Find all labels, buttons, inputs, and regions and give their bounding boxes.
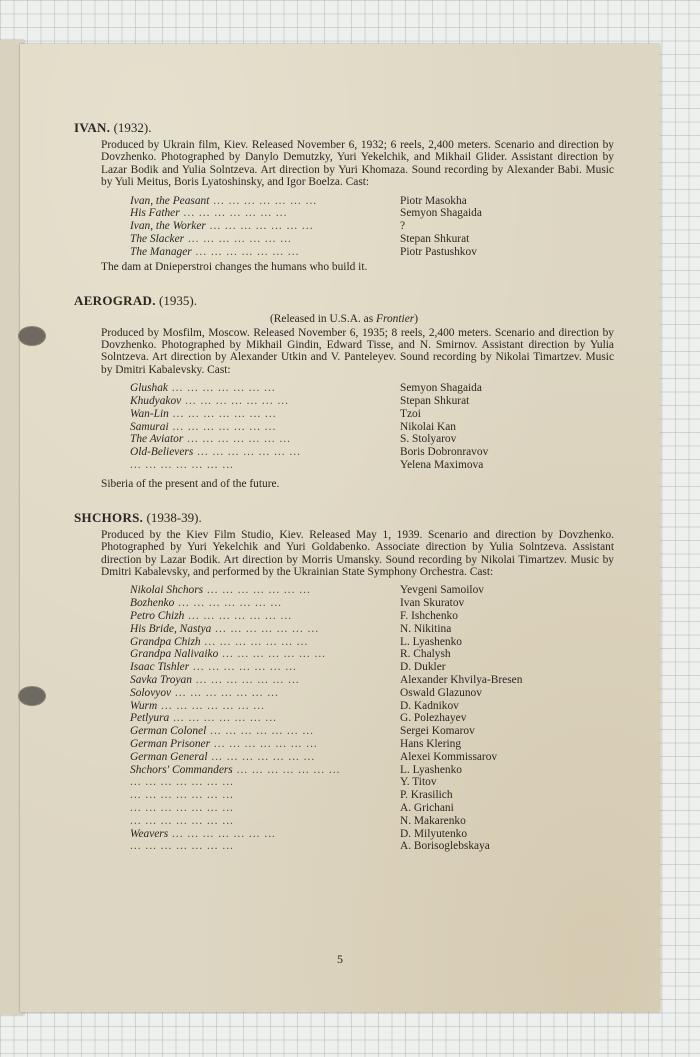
cast-row xyxy=(130,802,614,815)
punch-hole xyxy=(18,326,46,346)
cast-role: Isaac Tishler ... ... ... ... ... ... ... xyxy=(130,661,297,674)
dot-leader: ... ... ... ... ... ... ... xyxy=(209,194,318,207)
cast-role: Grandpa Chizh ... ... ... ... ... ... ... xyxy=(130,635,309,648)
cast-actor: A. Grichani xyxy=(400,801,454,814)
dot-leader: ... ... ... ... ... ... ... xyxy=(206,725,314,738)
dot-leader: ... ... ... ... ... ... ... xyxy=(232,763,341,776)
cast-role: Glushak ... ... ... ... ... ... ... xyxy=(130,382,276,395)
dot-leader: ... ... ... ... ... ... ... xyxy=(218,648,327,661)
cast-actor: L. Lyashenko xyxy=(400,635,463,648)
page-number: 5 xyxy=(337,952,343,966)
cast-row xyxy=(130,828,614,841)
cast-actor: Oswald Glazunov xyxy=(400,686,482,699)
dot-leader: ... ... ... ... ... ... ... xyxy=(207,750,316,763)
cast-row xyxy=(130,382,614,395)
cast-actor: F. Ishchenko xyxy=(400,610,458,623)
cast-actor: R. Chalysh xyxy=(400,648,451,661)
cast-row xyxy=(130,446,614,459)
cast-row xyxy=(130,840,614,853)
cast-row xyxy=(130,459,614,472)
dot-leader: ... ... ... ... ... ... ... xyxy=(205,220,314,233)
cast-actor: Semyon Shagaida xyxy=(400,382,482,395)
film-title-line xyxy=(74,510,614,526)
cast-actor: Stepan Shkurat xyxy=(400,233,470,246)
dot-leader: ... ... ... ... ... ... ... xyxy=(181,395,289,408)
punch-hole xyxy=(18,686,46,706)
film-title: AEROGRAD. xyxy=(74,292,156,308)
cast-list xyxy=(130,584,614,853)
cast-role: Shchors' Commanders ... ... ... ... ... ... ... xyxy=(130,763,341,776)
release-title: Frontier xyxy=(376,312,415,325)
dot-leader: ... ... ... ... ... ... ... xyxy=(168,827,276,840)
cast-row xyxy=(130,421,614,434)
cast-role: The Slacker ... ... ... ... ... ... ... xyxy=(130,233,292,246)
cast-actor: Piotr Masokha xyxy=(400,194,467,207)
cast-role: Samurai ... ... ... ... ... ... ... xyxy=(130,420,277,433)
cast-role: His Father ... ... ... ... ... ... ... xyxy=(130,207,288,220)
cast-row xyxy=(130,233,614,246)
dot-leader: ... ... ... ... ... ... ... xyxy=(200,635,309,648)
cast-actor: D. Dukler xyxy=(400,661,446,674)
cast-row xyxy=(130,789,614,802)
dot-leader: ... ... ... ... ... ... ... xyxy=(130,776,234,789)
dot-leader: ... ... ... ... ... ... ... xyxy=(203,584,311,597)
cast-role: Old-Believers ... ... ... ... ... ... ... xyxy=(130,446,301,459)
cast-actor: S. Stolyarov xyxy=(400,433,457,446)
cast-role: German General ... ... ... ... ... ... ... xyxy=(130,750,316,763)
cast-role: Savka Troyan ... ... ... ... ... ... ... xyxy=(130,674,300,687)
cast-actor: ? xyxy=(400,220,406,233)
cast-actor: Hans Klering xyxy=(400,738,462,750)
dot-leader: ... ... ... ... ... ... ... xyxy=(130,814,234,827)
cast-role: Petlyura ... ... ... ... ... ... ... xyxy=(130,712,277,725)
us-release-note xyxy=(74,313,614,325)
cast-row xyxy=(130,220,614,233)
cast-actor: Y. Titov xyxy=(400,776,437,789)
release-suffix: ) xyxy=(414,312,418,325)
film-year: (1932). xyxy=(113,120,152,135)
cast-row xyxy=(130,687,614,700)
dot-leader: ... ... ... ... ... ... ... xyxy=(168,420,277,433)
film-year: (1935). xyxy=(159,292,197,308)
dot-leader: ... ... ... ... ... ... ... xyxy=(179,207,288,220)
cast-role: Solovyov ... ... ... ... ... ... ... xyxy=(130,686,279,699)
cast-actor: Tzoi xyxy=(400,407,421,420)
cast-row xyxy=(130,408,614,421)
dot-leader: ... ... ... ... ... ... ... xyxy=(130,459,234,472)
cast-row xyxy=(130,395,614,408)
cast-role: Khudyakov ... ... ... ... ... ... ... xyxy=(130,395,289,408)
film-entry-ivan xyxy=(74,120,614,273)
cast-role xyxy=(130,459,400,472)
cast-row xyxy=(130,195,614,208)
cast-role: Weavers ... ... ... ... ... ... ... xyxy=(130,827,276,840)
cast-actor: Sergei Komarov xyxy=(400,725,475,738)
cast-actor: Semyon Shagaida xyxy=(400,207,482,220)
cast-row xyxy=(130,623,614,636)
cast-row xyxy=(130,246,614,259)
film-description: Siberia of the present and of the future. xyxy=(101,477,280,490)
cast-role: Ivan, the Worker ... ... ... ... ... ... ... xyxy=(130,220,314,233)
cast-row xyxy=(130,751,614,764)
film-year: (1938-39). xyxy=(146,509,202,525)
cast-actor: Boris Dobronravov xyxy=(400,446,489,459)
dot-leader: ... ... ... ... ... ... ... xyxy=(168,407,277,420)
dot-leader: ... ... ... ... ... ... ... xyxy=(130,789,234,802)
cast-list xyxy=(130,382,614,472)
dot-leader: ... ... ... ... ... ... ... xyxy=(210,738,318,750)
cast-actor: Alexander Khvilya-Bresen xyxy=(400,674,523,687)
film-credits: Produced by Mosfilm, Moscow. Released November 6, 1935; 8 reels, 2,400 meters. Scenario and direction by Dovzhenko. Photographed by Mikhail Gindin, Edward Tisse, and N. Smirnov. Assistant direction by Yulia Solntzeva. Art direction by Alexander Utkin and V. Panteleyev. Sound recording by Nikolai Timartzev. Music by Dmitri Kabalevsky. Cast: xyxy=(101,326,614,376)
cast-role: Grandpa Nalivaiko ... ... ... ... ... ... ... xyxy=(130,648,327,661)
dot-leader: ... ... ... ... ... ... ... xyxy=(167,382,276,395)
cast-row xyxy=(130,764,614,777)
release-prefix: (Released in U.S.A. as xyxy=(270,312,376,325)
cast-actor: Yevgeni Samoilov xyxy=(400,584,484,597)
cast-actor: N. Makarenko xyxy=(400,814,466,827)
dot-leader: ... ... ... ... ... ... ... xyxy=(191,674,300,687)
cast-actor: D. Kadnikov xyxy=(400,699,459,712)
cast-actor: Yelena Maximova xyxy=(400,459,484,472)
cast-role: Ivan, the Peasant ... ... ... ... ... ... ... xyxy=(130,194,318,207)
cast-actor: N. Nikitina xyxy=(400,622,452,635)
cast-actor: G. Polezhayev xyxy=(400,712,467,725)
film-title-line xyxy=(74,293,614,309)
cast-role: His Bride, Nastya ... ... ... ... ... ... ... xyxy=(130,622,320,635)
cast-row xyxy=(130,738,614,751)
cast-role xyxy=(130,802,400,815)
cast-row xyxy=(130,674,614,687)
cast-row xyxy=(130,636,614,649)
film-credits: Produced by Ukrain film, Kiev. Released November 6, 1932; 6 reels, 2,400 meters. Scenario and direction by Dovzhenko. Photographed by Danylo Demutzky, Yuri Yekelchik, and Mikhail Glider. Assistant direction by Lazar Bodik and Yulia Solntzeva. Art direction by Yuri Khomaza. Sound recording by Alexander Babi. Music by Yuli Meitus, Boris Lyatoshinsky, and Igor Boelza. Cast: xyxy=(101,139,614,189)
cast-row xyxy=(130,700,614,713)
cast-role xyxy=(130,840,400,853)
cast-role xyxy=(130,776,400,789)
cast-role xyxy=(130,815,400,828)
cast-list xyxy=(130,195,614,259)
cast-row xyxy=(130,725,614,738)
cast-row xyxy=(130,597,614,610)
dot-leader: ... ... ... ... ... ... ... xyxy=(130,840,234,853)
cast-actor: A. Borisoglebskaya xyxy=(400,840,490,853)
cast-role: Petro Chizh ... ... ... ... ... ... ... xyxy=(130,610,293,623)
cast-role: German Colonel ... ... ... ... ... ... ... xyxy=(130,725,314,738)
dot-leader: ... ... ... ... ... ... ... xyxy=(171,686,279,699)
cast-role xyxy=(130,789,400,802)
film-credits: Produced by the Kiev Film Studio, Kiev. Released May 1, 1939. Scenario and direction by Dovzhenko. Photographed by Yuri Yekelchik and Yuri Goldabenko. Associate direction by Yulia Solntzeva. Assistant direction by Lazar Bodik. Art direction by Morris Umansky. Sound recording by Nikolai Timartzev. Music by Dmitri Kabalevsky, and performed by the Ukrainian State Symphony Orchestra. Cast: xyxy=(101,528,614,579)
cast-role: Wan-Lin ... ... ... ... ... ... ... xyxy=(130,407,277,420)
dot-leader: ... ... ... ... ... ... ... xyxy=(169,712,277,725)
page-content xyxy=(74,120,614,873)
cast-row xyxy=(130,661,614,674)
dot-leader: ... ... ... ... ... ... ... xyxy=(184,233,292,246)
cast-role: The Aviator ... ... ... ... ... ... ... xyxy=(130,433,291,446)
dot-leader: ... ... ... ... ... ... ... xyxy=(211,622,320,635)
cast-row xyxy=(130,815,614,828)
film-entry-shchors xyxy=(74,510,614,853)
film-title-line xyxy=(74,120,614,136)
cast-actor: D. Milyutenko xyxy=(400,827,468,840)
cast-actor: L. Lyashenko xyxy=(400,763,463,776)
cast-role: The Manager ... ... ... ... ... ... ... xyxy=(130,245,300,258)
cast-actor: Alexei Kommissarov xyxy=(400,750,498,763)
cast-actor: Ivan Skuratov xyxy=(400,597,465,610)
film-description: The dam at Dnieperstroi changes the humans who build it. xyxy=(101,260,368,273)
cast-role: Bozhenko ... ... ... ... ... ... ... xyxy=(130,597,283,610)
dot-leader: ... ... ... ... ... ... ... xyxy=(193,446,301,459)
cast-row xyxy=(130,433,614,446)
cast-actor: Stepan Shkurat xyxy=(400,395,470,408)
cast-row xyxy=(130,776,614,789)
cast-role: Wurm ... ... ... ... ... ... ... xyxy=(130,699,265,712)
dot-leader: ... ... ... ... ... ... ... xyxy=(184,610,293,623)
cast-row xyxy=(130,610,614,623)
dot-leader: ... ... ... ... ... ... ... xyxy=(191,245,300,258)
dot-leader: ... ... ... ... ... ... ... xyxy=(174,597,283,610)
film-title: IVAN. xyxy=(74,120,111,135)
cast-role: German Prisoner ... ... ... ... ... ... ... xyxy=(130,738,318,750)
dot-leader: ... ... ... ... ... ... ... xyxy=(157,699,265,712)
document-page xyxy=(20,44,660,1012)
cast-row xyxy=(130,712,614,725)
cast-row xyxy=(130,648,614,661)
dot-leader: ... ... ... ... ... ... ... xyxy=(183,433,291,446)
cast-actor: Piotr Pastushkov xyxy=(400,245,477,258)
dot-leader: ... ... ... ... ... ... ... xyxy=(130,801,234,814)
cast-actor: Nikolai Kan xyxy=(400,420,456,433)
cast-row xyxy=(130,584,614,597)
cast-row xyxy=(130,207,614,220)
dot-leader: ... ... ... ... ... ... ... xyxy=(189,661,297,674)
cast-actor: P. Krasilich xyxy=(400,789,453,802)
film-entry-aerograd xyxy=(74,293,614,490)
film-title: SHCHORS. xyxy=(74,509,144,525)
cast-role: Nikolai Shchors ... ... ... ... ... ... ... xyxy=(130,584,311,597)
